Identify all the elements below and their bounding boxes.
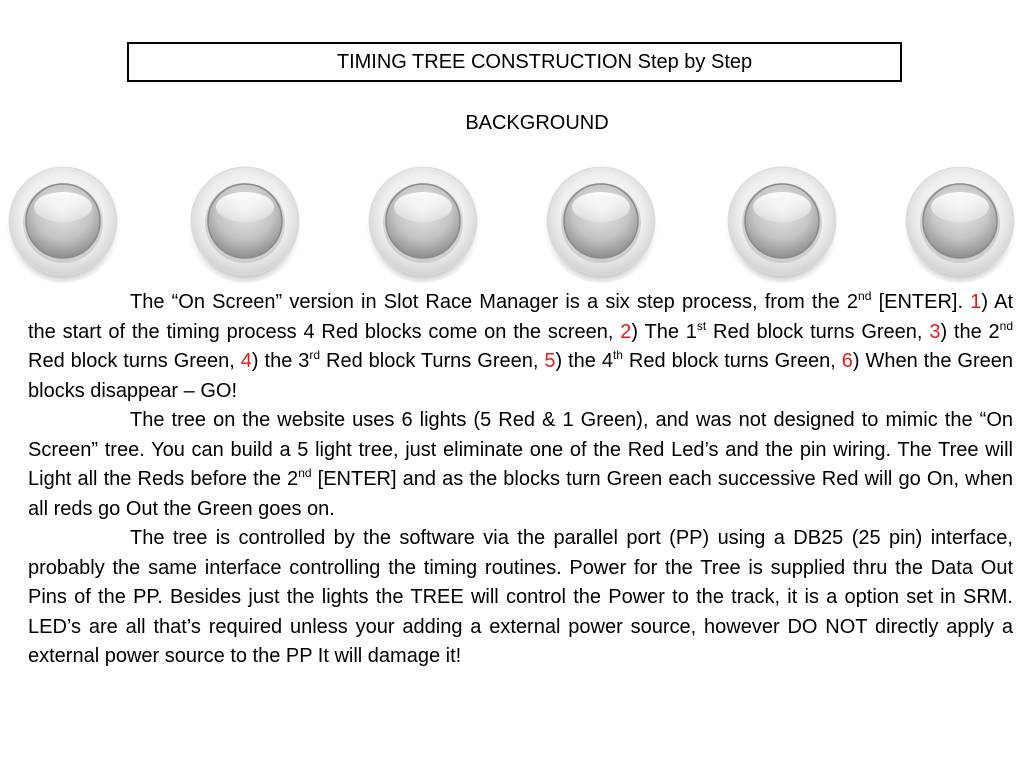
section-heading-text: BACKGROUND (465, 112, 609, 134)
text-run: Red block Turns Green, (320, 350, 545, 372)
superscript: st (696, 318, 707, 333)
text-run: Red block turns Green, (28, 350, 241, 372)
step-number-3: 3 (929, 320, 941, 343)
step-number-2: 2 (620, 320, 632, 343)
text-run: ) the 4 (555, 350, 613, 372)
title-box (127, 42, 902, 82)
paragraph-2 (28, 406, 1013, 524)
superscript: rd (309, 348, 321, 362)
text-run: [ENTER]. (871, 291, 971, 313)
text-run: ) When the Green blocks disappear – GO! (28, 350, 1013, 402)
text-run: The tree is controlled by the software via the parallel port (PP) using a DB25 (25 pin) interface, probably the same interface controlling the timing routines. Power for the Tree is supplied thru the Data Out Pins of the PP. Besides just the lights the TREE will control the Power to the track, it is a option set in SRM. LED’s are all that’s required unless your adding a external power source, however DO NOT directly apply a external power source to the PP It will damage it! (28, 527, 1013, 667)
section-heading (0, 112, 1024, 135)
text-run: ) the 2 (940, 320, 1000, 343)
text-run: Red block turns Green, (622, 350, 842, 372)
text-run: The tree on the website uses 6 lights (5 Red & 1 Green), and was not designed to mimic the “On Screen” tree. You can build a 5 light tree, just eliminate one of the Red Led’s and the pin wiring. The Tree will Light all the Reds before the 2 (28, 409, 1013, 490)
superscript: nd (298, 466, 312, 480)
superscript: nd (999, 318, 1014, 333)
timing-light-3 (363, 163, 483, 283)
paragraph-1 (28, 288, 1013, 406)
body-text (28, 288, 1013, 672)
timing-light-5 (722, 163, 842, 283)
step-number-5: 5 (544, 350, 556, 372)
text-run: ) the 3 (251, 350, 310, 372)
text-run: [ENTER] and as the blocks turn Green each successive Red will go On, when all reds go Out the Green goes on. (28, 468, 1013, 520)
timing-light-2 (185, 163, 305, 283)
text-run: Red block turns Green, (706, 320, 930, 343)
text-run: The “On Screen” version in Slot Race Manager is a six step process, from the 2 (130, 291, 859, 313)
text-run: ) At the start of the timing process 4 Red blocks come on the screen, (28, 291, 1013, 343)
step-number-6: 6 (841, 350, 853, 372)
step-number-1: 1 (970, 291, 982, 313)
timing-light-6 (900, 163, 1020, 283)
step-number-4: 4 (240, 350, 252, 372)
text-run: ) The 1 (631, 320, 697, 343)
timing-lights-row (0, 163, 1024, 283)
superscript: th (612, 348, 623, 362)
timing-light-1 (3, 163, 123, 283)
paragraph-3 (28, 524, 1013, 672)
page-title: TIMING TREE CONSTRUCTION Step by Step (336, 50, 753, 73)
timing-light-4 (541, 163, 661, 283)
superscript: nd (858, 289, 872, 303)
